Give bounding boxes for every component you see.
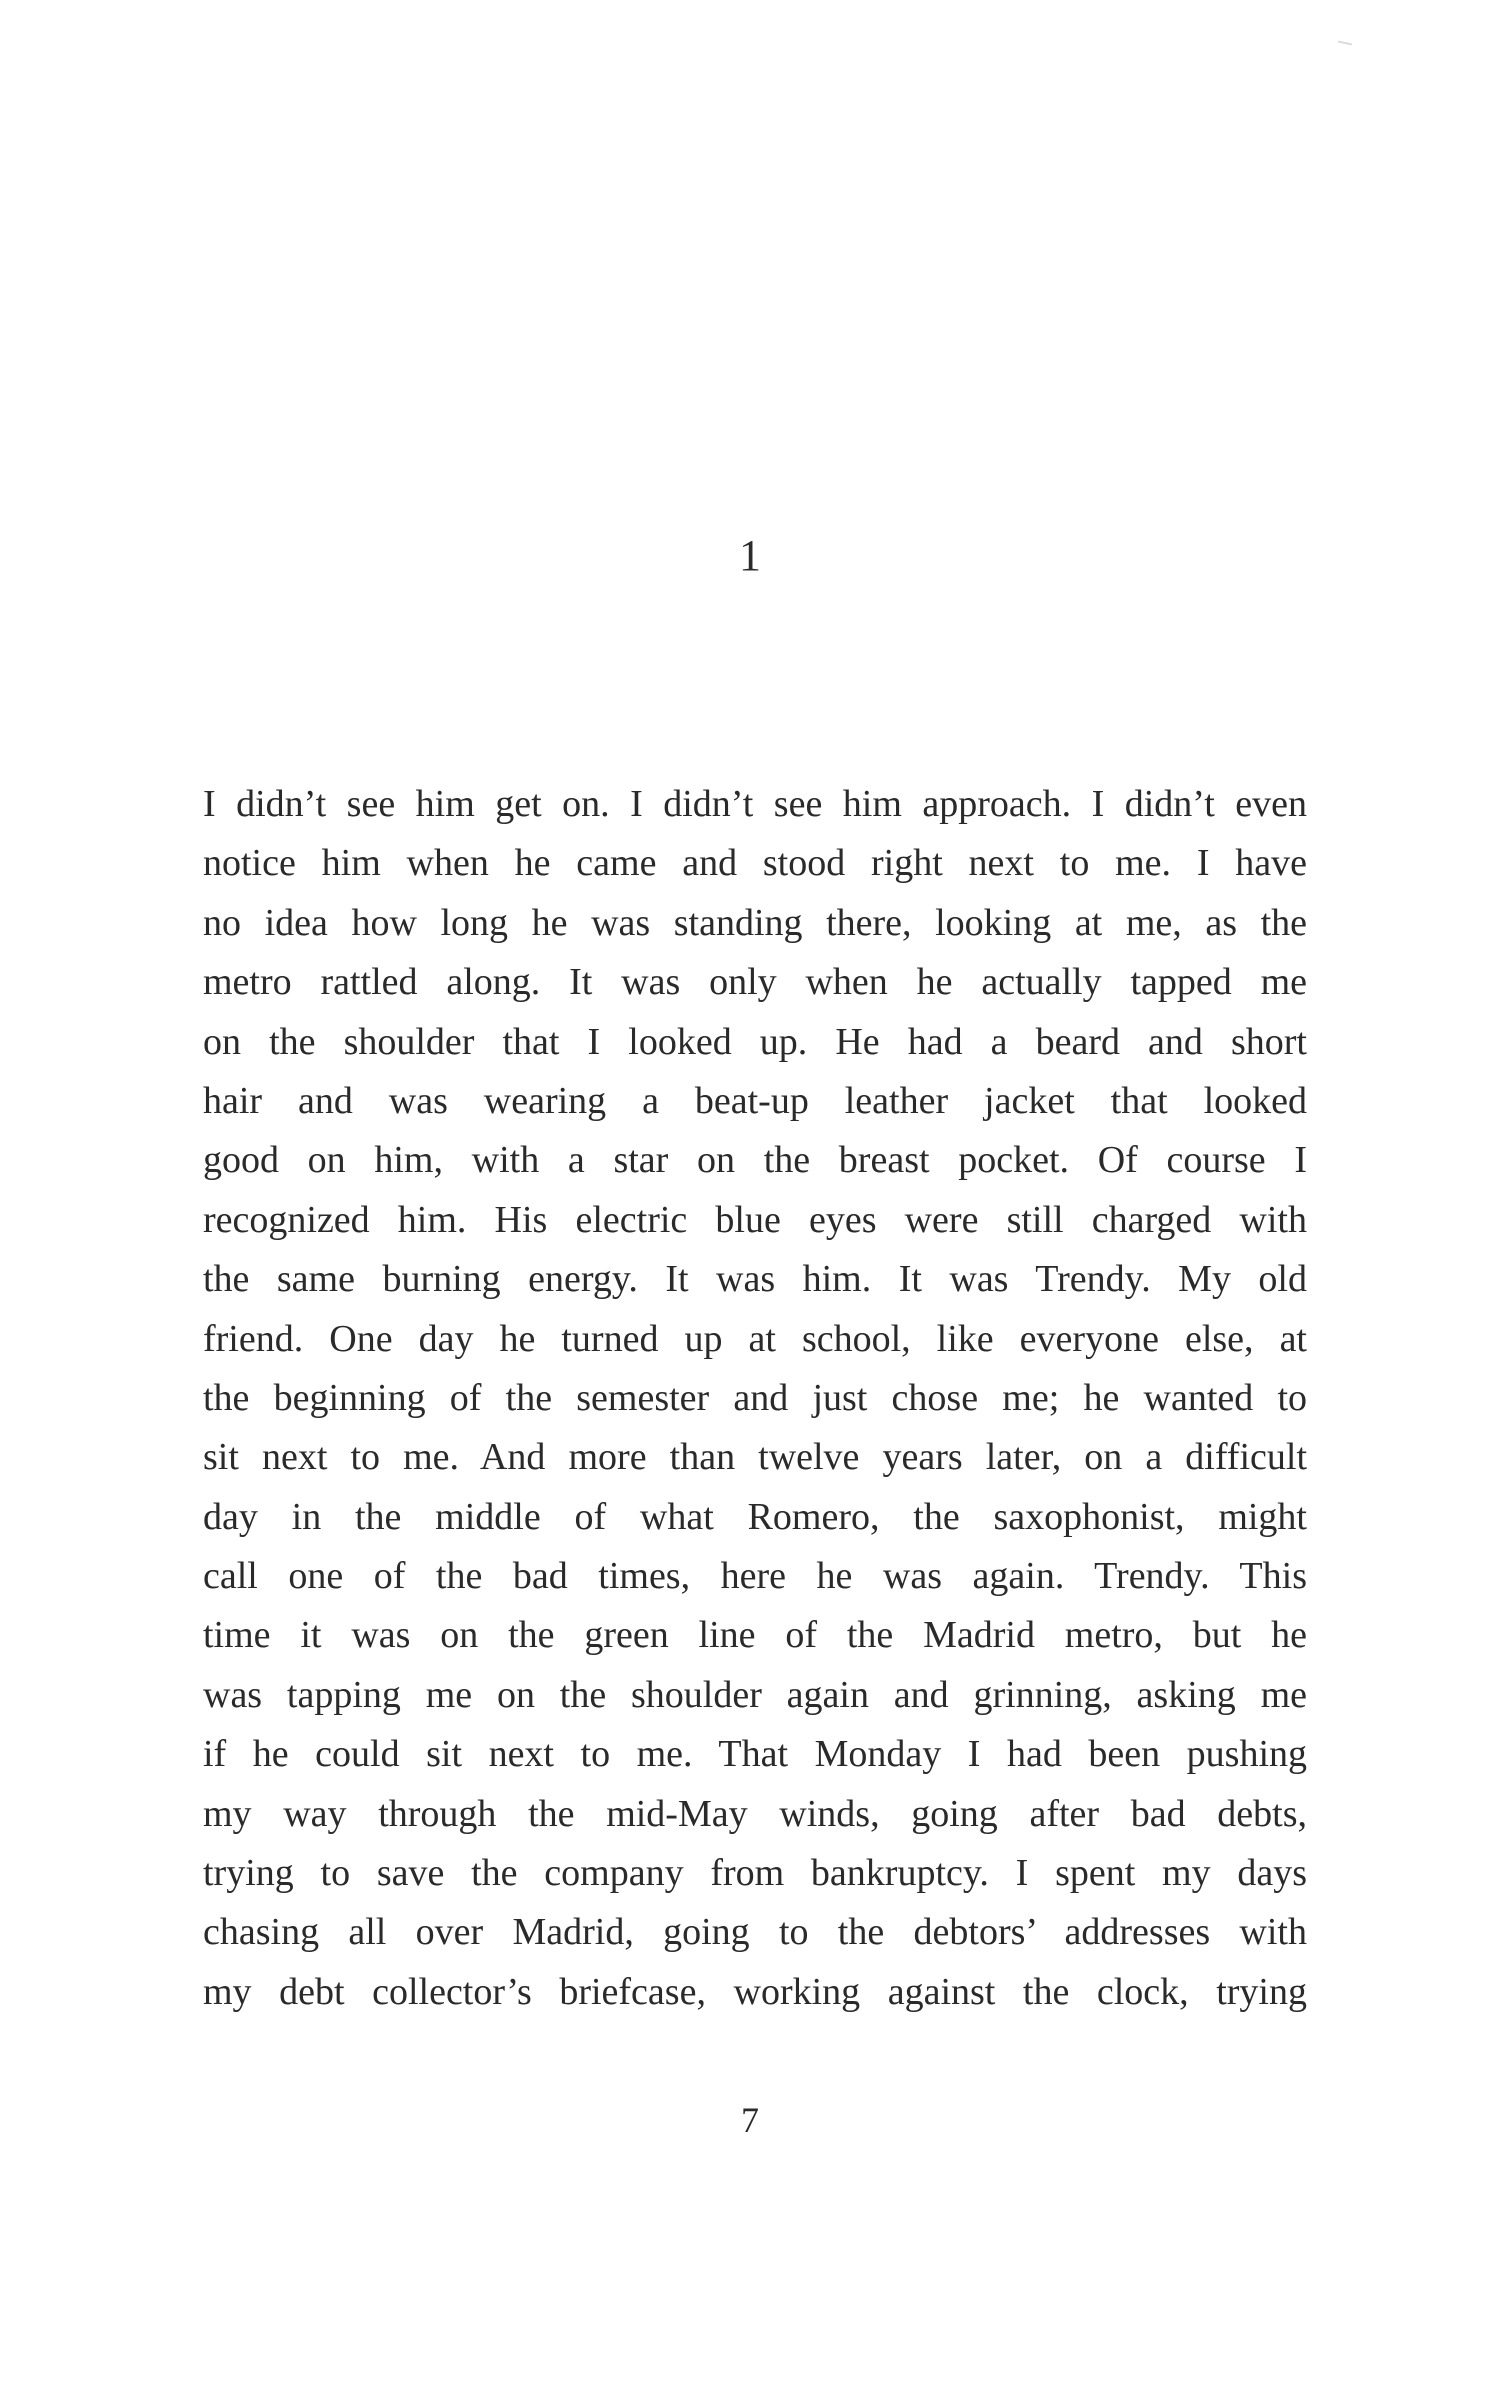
- text-line: was tapping me on the shoulder again and grinning, asking me: [203, 1673, 1307, 1716]
- text-line: good on him, with a star on the breast pocket. Of course I: [203, 1139, 1307, 1182]
- text-line: sit next to me. And more than twelve years later, on a difficult: [203, 1436, 1307, 1479]
- text-line: the same burning energy. It was him. It was Trendy. My old: [203, 1258, 1307, 1301]
- text-line: day in the middle of what Romero, the saxophonist, might: [203, 1495, 1307, 1538]
- page-number: 7: [741, 2100, 759, 2140]
- text-line: my way through the mid-May winds, going after bad debts,: [203, 1792, 1307, 1835]
- text-line: friend. One day he turned up at school, like everyone else, at: [203, 1317, 1307, 1360]
- scan-speck: [1338, 41, 1352, 46]
- text-line: my debt collector’s briefcase, working against the clock, trying: [203, 1970, 1307, 2013]
- text-line: on the shoulder that I looked up. He had a beard and short: [203, 1020, 1307, 1063]
- text-line: metro rattled along. It was only when he actually tapped me: [203, 961, 1307, 1004]
- text-line: if he could sit next to me. That Monday I had been pushing: [203, 1733, 1307, 1776]
- text-line: chasing all over Madrid, going to the debtors’ addresses with: [203, 1911, 1307, 1954]
- text-line: recognized him. His electric blue eyes were still charged with: [203, 1198, 1307, 1241]
- chapter-number: 1: [739, 531, 761, 580]
- text-line: no idea how long he was standing there, looking at me, as the: [203, 901, 1307, 944]
- text-line: notice him when he came and stood right next to me. I have: [203, 842, 1307, 885]
- text-line: time it was on the green line of the Madrid metro, but he: [203, 1614, 1307, 1657]
- text-line: the beginning of the semester and just chose me; he wanted to: [203, 1376, 1307, 1419]
- body-text: [203, 775, 1307, 2022]
- text-line: trying to save the company from bankruptcy. I spent my days: [203, 1852, 1307, 1895]
- text-line: hair and was wearing a beat-up leather jacket that looked: [203, 1079, 1307, 1122]
- text-line: I didn’t see him get on. I didn’t see him approach. I didn’t even: [203, 783, 1307, 825]
- text-line: call one of the bad times, here he was again. Trendy. This: [203, 1555, 1307, 1598]
